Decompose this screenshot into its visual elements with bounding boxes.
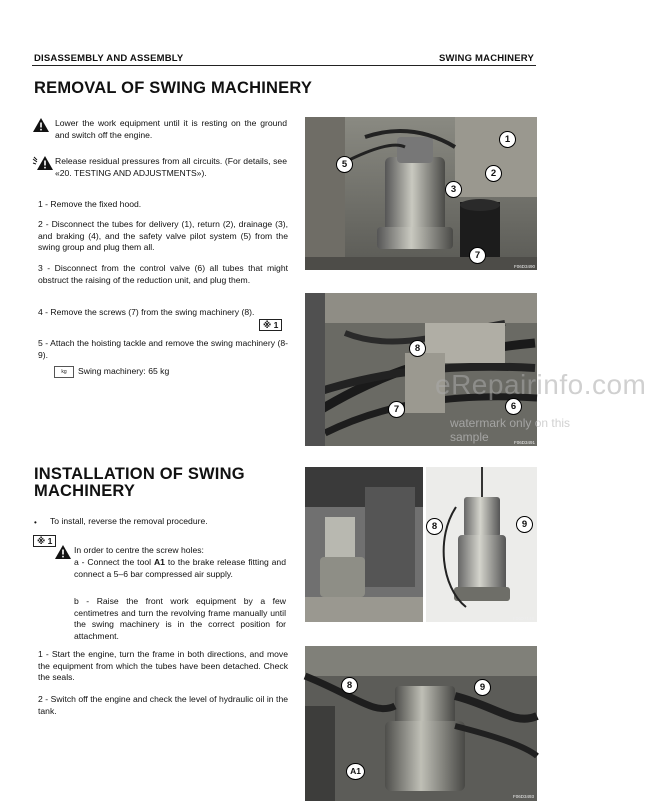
removal-step-1: 1 - Remove the fixed hood. — [38, 199, 142, 209]
removal-step-2: 2 - Disconnect the tubes for delivery (1), return (2), drainage (3), and braking (4), and the safety valve pilot system (5) from the swing group and plug them all. — [38, 219, 288, 252]
removal-step-4: 4 - Remove the screws (7) from the swing machinery (8). — [38, 307, 255, 317]
callout-8: 8 — [409, 340, 426, 357]
photo-code-1: F06D3490 — [514, 264, 536, 269]
section-header-right: SWING MACHINERY — [438, 53, 534, 64]
removal-step-5: 5 - Attach the hoisting tackle and remove the swing machinery (8-9). — [38, 338, 288, 360]
pressure-warning-icon — [32, 156, 54, 170]
header-rule — [32, 65, 536, 66]
installation-step-2: 2 - Switch off the engine and check the level of hydraulic oil in the tank. — [38, 694, 288, 716]
bullet-icon: • — [34, 518, 37, 527]
photo-code-2: F06D3491 — [514, 440, 536, 445]
callout-1: 1 — [499, 131, 516, 148]
photo-code-3: F06D7148 — [513, 616, 535, 621]
callout-8: 8 — [426, 518, 443, 535]
warning-icon — [33, 118, 49, 132]
installation-sub-a: a - Connect the tool A1 to the brake release fitting and connect a 5–6 bar compressed air supply. — [74, 557, 286, 579]
callout-9: 9 — [516, 516, 533, 533]
section-header-left: DISASSEMBLY AND ASSEMBLY — [34, 53, 184, 64]
installation-centre: In order to centre the screw holes: — [74, 545, 204, 555]
watermark-sub: watermark only on this sample — [450, 416, 571, 444]
callout-a1: A1 — [346, 763, 365, 780]
removal-weight: Swing machinery: 65 kg — [78, 366, 170, 376]
photo-swing-machinery-removed — [426, 467, 537, 622]
callout-8: 8 — [341, 677, 358, 694]
tool-a1: A1 — [153, 557, 165, 567]
removal-title: REMOVAL OF SWING MACHINERY — [34, 79, 313, 97]
removal-warning-2: Release residual pressures from all circuits. (For details, see «20. TESTING AND ADJUSTMENTS»). — [55, 156, 287, 178]
installation-title: INSTALLATION OF SWING MACHINERY — [34, 465, 245, 500]
warning-icon — [55, 545, 71, 559]
callout-7: 7 — [469, 247, 486, 264]
weight-hook-icon: kg — [54, 366, 74, 378]
installation-sub-b: b - Raise the front work equipment by a few centimetres and turn the revolving frame manually until the swing machinery is in the correct position for attachment. — [74, 596, 286, 641]
callout-7: 7 — [388, 401, 405, 418]
callout-6: 6 — [505, 398, 522, 415]
callout-5: 5 — [336, 156, 353, 173]
watermark: eRepairinfo.com — [435, 369, 646, 400]
removal-step-3: 3 - Disconnect from the control valve (6) all tubes that might obstruct the raising of the reduction unit, and plug them. — [38, 263, 288, 285]
callout-3: 3 — [445, 181, 462, 198]
callout-9: 9 — [474, 679, 491, 696]
photo-lifting-swing — [305, 467, 423, 622]
callout-2: 2 — [485, 165, 502, 182]
removal-ref-mark: ※ 1 — [259, 319, 282, 331]
installation-bullet: To install, reverse the removal procedure. — [50, 516, 208, 526]
photo-code-4: F06D3493 — [513, 794, 535, 799]
installation-ref-mark: ※ 1 — [33, 535, 56, 547]
removal-warning-1: Lower the work equipment until it is resting on the ground and switch off the engine. — [55, 118, 287, 140]
installation-step-1: 1 - Start the engine, turn the frame in both directions, and move the equipment from which the tubes have been detached. Check the seals. — [38, 649, 288, 682]
photo-installed-with-tool — [305, 646, 537, 801]
